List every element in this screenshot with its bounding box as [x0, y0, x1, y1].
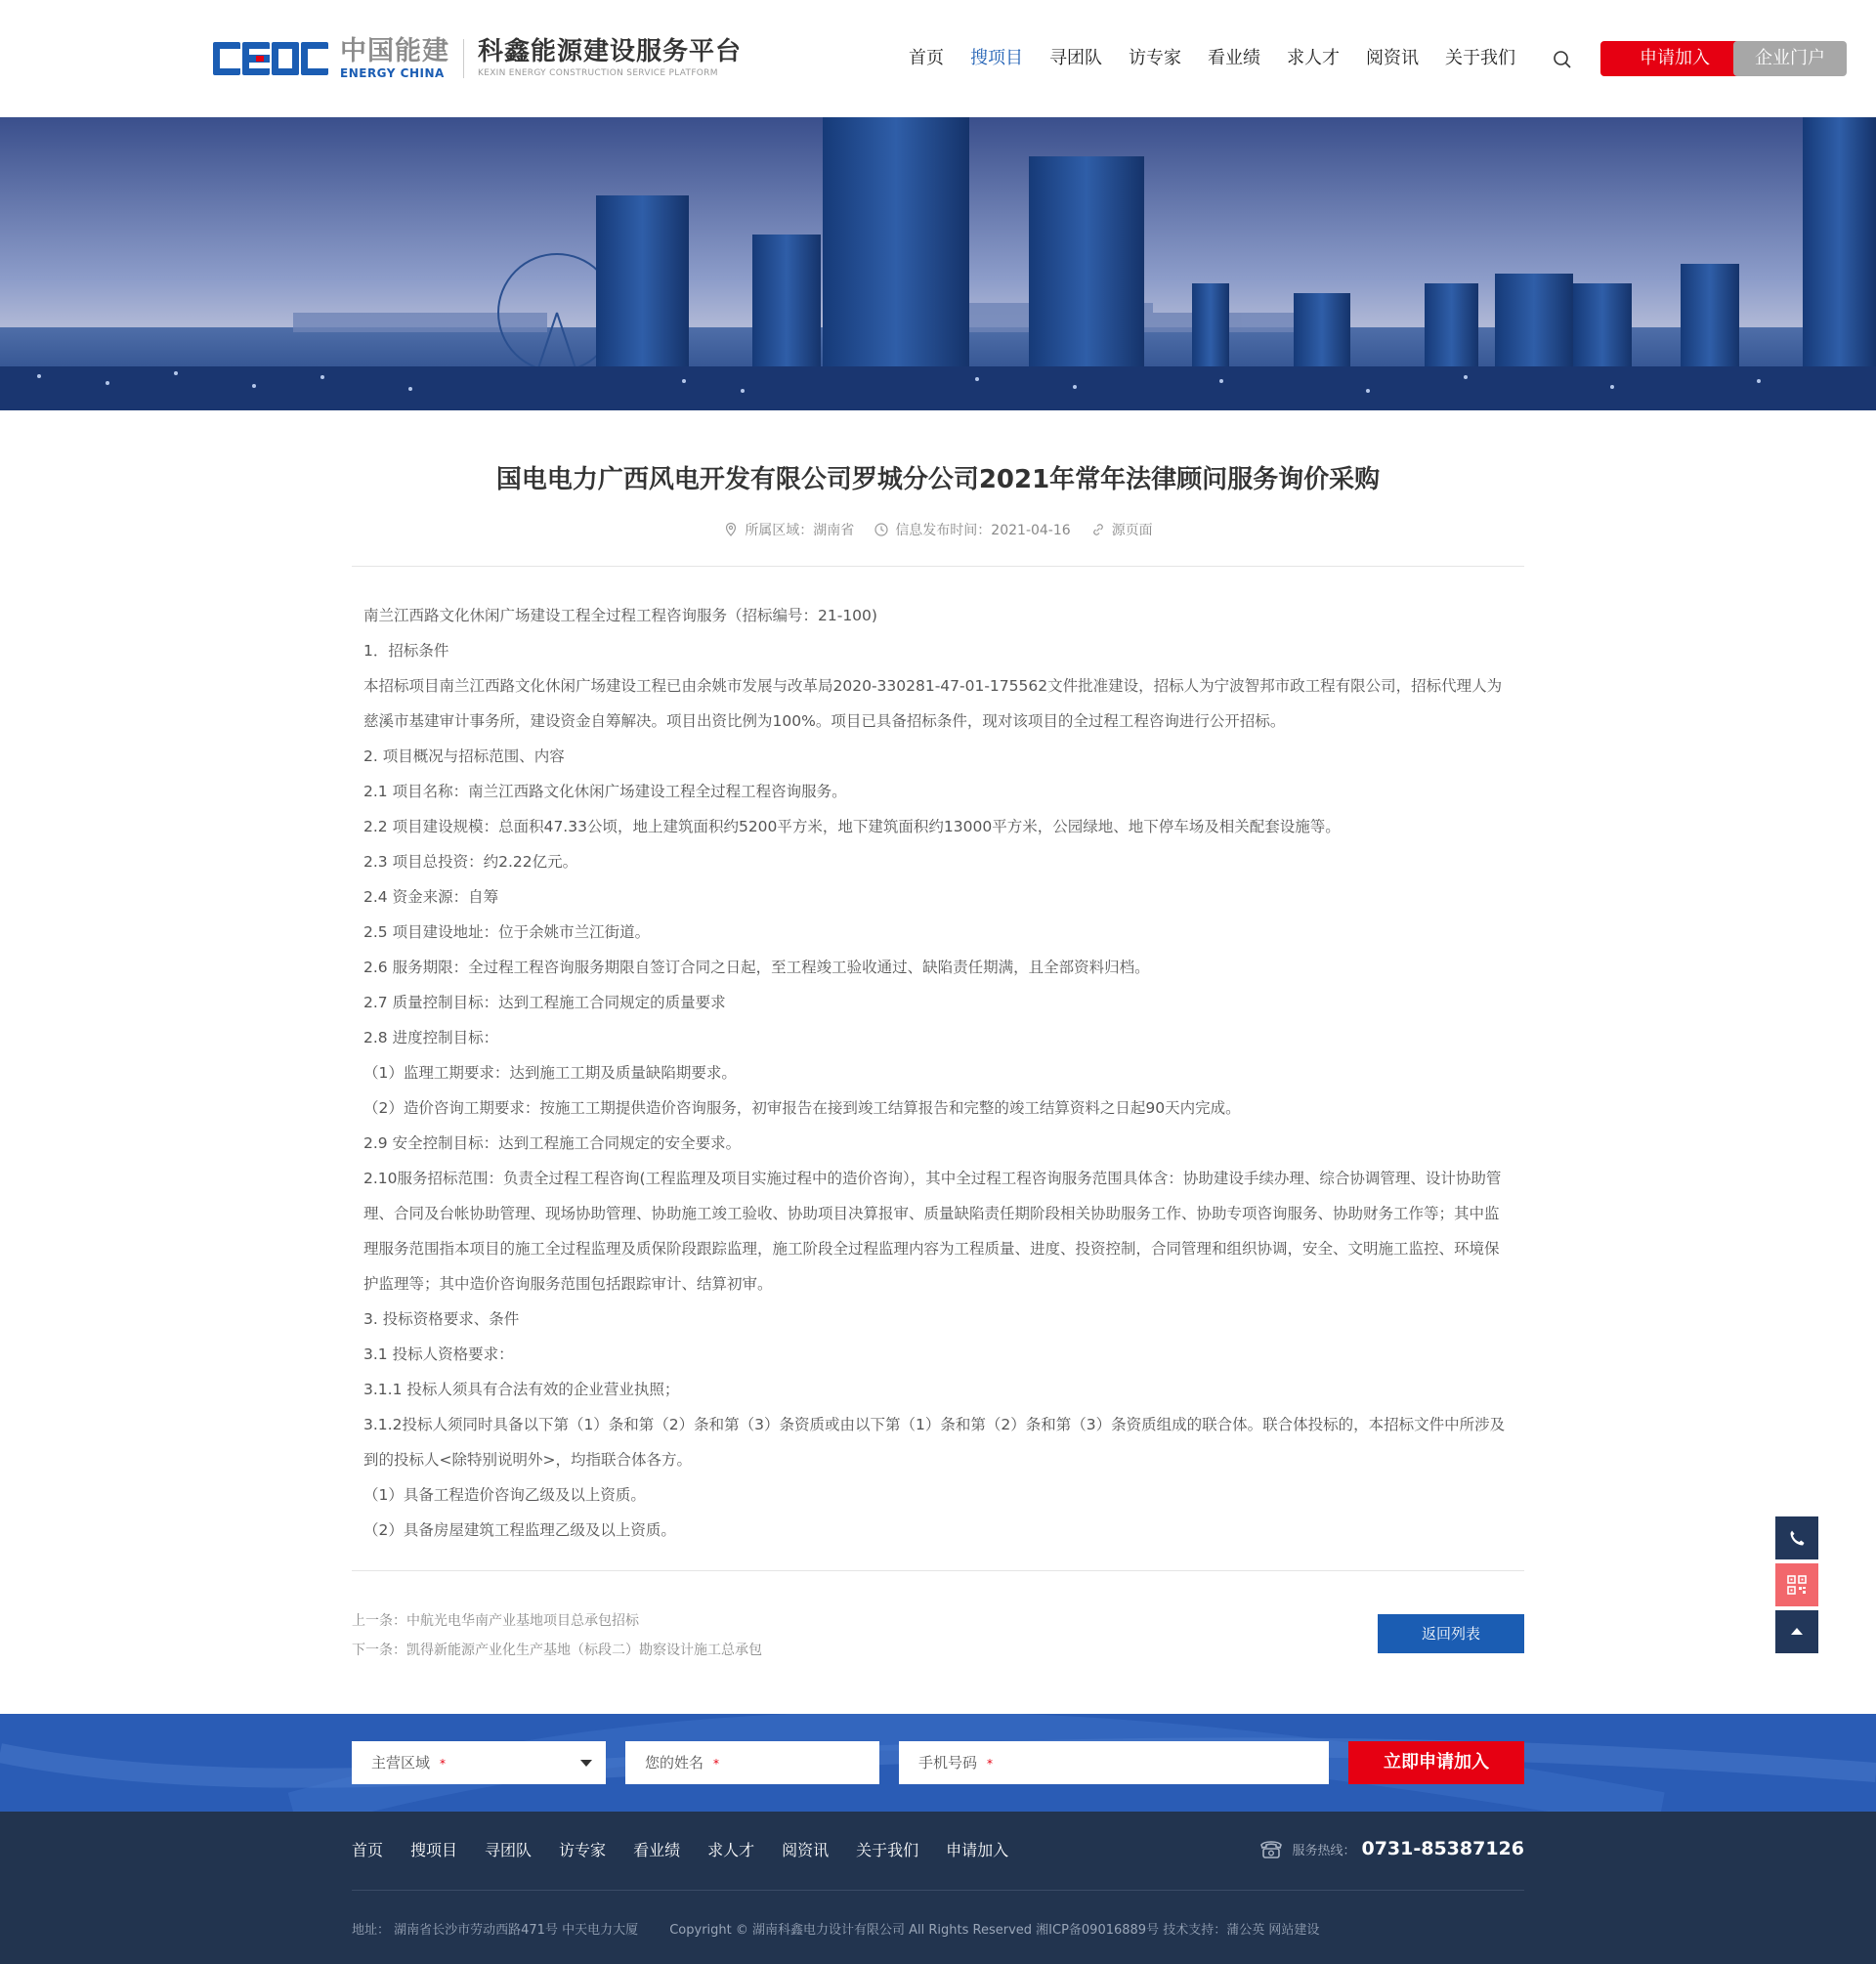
phone-input-placeholder: 手机号码	[918, 1754, 978, 1772]
clock-icon	[874, 522, 889, 537]
apply-join-form	[0, 1714, 1876, 1812]
logo-name-cn: 中国能建	[340, 36, 449, 66]
back-to-list-button[interactable]: 返回列表	[1378, 1614, 1524, 1653]
nav-performance[interactable]: 看业绩	[1208, 48, 1260, 68]
required-mark: *	[440, 1757, 447, 1771]
body-paragraph: 2.6 服务期限：全过程工程咨询服务期限自签订合同之日起，至工程竣工验收通过、缺陷责任期满，且全部资料归档。	[363, 959, 1150, 976]
prev-next-nav	[352, 1606, 762, 1665]
body-paragraph: （1）具备工程造价咨询乙级及以上资质。	[363, 1486, 646, 1504]
required-mark: *	[713, 1757, 720, 1771]
logo-name-en: ENERGY CHINA	[340, 66, 445, 80]
nav-home[interactable]: 首页	[909, 48, 944, 68]
search-icon[interactable]	[1552, 49, 1573, 70]
logo-divider	[463, 39, 464, 78]
nav-search-projects[interactable]: 搜项目	[970, 48, 1023, 68]
region-select-placeholder: 主营区域	[371, 1754, 431, 1772]
body-paragraph: 3. 投标资格要求、条件	[363, 1310, 520, 1328]
body-paragraph: 2.8 进度控制目标：	[363, 1029, 499, 1046]
name-input-placeholder: 您的姓名	[645, 1754, 704, 1772]
float-phone-button[interactable]	[1775, 1516, 1818, 1559]
body-paragraph: 3.1 投标人资格要求：	[363, 1345, 514, 1363]
hotline-label: 服务热线：	[1292, 1843, 1356, 1858]
article-body	[363, 598, 1513, 1548]
arrow-up-icon	[1789, 1626, 1805, 1638]
body-paragraph: 2.4 资金来源：自筹	[363, 888, 499, 906]
logo-platform	[478, 37, 742, 80]
hero-banner	[0, 117, 1876, 410]
footer-nav-apply[interactable]: 申请加入	[946, 1841, 1009, 1859]
body-paragraph: 2.10服务招标范围：负责全过程工程咨询(工程监理及项目实施过程中的造价咨询），其中全过程工程咨询服务范围具体含：协助建设手续办理、综合协调管理、设计协助管理、合同及台帐协助管理、现场协助管理、协助施工竣工验收、协助项目决算报审、质量缺陷责任期阶段相关协助服务工作、协助专项咨询服务、协助财务工作等；其中监理服务范围指本项目的施工全过程监理及质保阶段跟踪监理，施工阶段全过程监理内容为工程质量、进度、投资控制，合同管理和组织协调，安全、文明施工监控、环境保护监理等；其中造价咨询服务范围包括跟踪审计、结算初审。	[363, 1170, 1502, 1293]
submit-apply-button[interactable]: 立即申请加入	[1348, 1741, 1524, 1784]
qrcode-icon	[1786, 1574, 1808, 1596]
footer-nav-talent[interactable]: 求人才	[707, 1841, 755, 1859]
footer-nav-search-projects[interactable]: 搜项目	[410, 1841, 458, 1859]
meta-region	[723, 520, 854, 539]
site-logo[interactable]	[213, 35, 742, 82]
platform-name-cn: 科鑫能源建设服务平台	[478, 37, 743, 66]
body-paragraph: （2）造价咨询工期要求：按施工工期提供造价咨询服务，初审报告在接到竣工结算报告和完整的竣工结算资料之日起90天内完成。	[363, 1099, 1241, 1117]
footer-info	[352, 1919, 1346, 1938]
content-divider-top	[352, 566, 1524, 567]
footer-nav-performance[interactable]: 看业绩	[633, 1841, 681, 1859]
apply-join-button[interactable]: 申请加入	[1600, 41, 1749, 76]
required-mark: *	[987, 1757, 994, 1771]
hotline-number: 0731-85387126	[1361, 1838, 1524, 1859]
phone-icon	[1787, 1528, 1807, 1548]
site-footer	[0, 1812, 1876, 1964]
nav-find-team[interactable]: 寻团队	[1049, 48, 1102, 68]
footer-address: 地址： 湖南省长沙市劳动西路471号 中天电力大厦	[352, 1923, 639, 1938]
body-paragraph: （1）监理工期要求：达到施工工期及质量缺陷期要求。	[363, 1064, 737, 1082]
back-to-top-button[interactable]	[1775, 1610, 1818, 1653]
article-title: 国电电力广西风电开发有限公司罗城分公司2021年常年法律顾问服务询价采购	[495, 465, 1381, 494]
article-meta	[352, 520, 1524, 539]
body-paragraph: 3.1.1 投标人须具有合法有效的企业营业执照；	[363, 1381, 680, 1398]
footer-copyright: Copyright © 湖南科鑫电力设计有限公司 All Rights Reserved 湘ICP备09016889号 技术支持：蒲公英 网站建设	[669, 1923, 1320, 1938]
body-paragraph: 2.9 安全控制目标：达到工程施工合同规定的安全要求。	[363, 1134, 742, 1152]
meta-source-link[interactable]	[1090, 520, 1153, 539]
nav-news[interactable]: 阅资讯	[1366, 48, 1419, 68]
dropdown-caret-icon	[580, 1760, 592, 1767]
city-skyline-image	[0, 117, 1876, 410]
footer-divider	[352, 1890, 1524, 1891]
region-select[interactable]	[352, 1741, 606, 1784]
location-icon	[723, 522, 739, 537]
nav-talent[interactable]: 求人才	[1287, 48, 1340, 68]
meta-date-text: 信息发布时间：2021-04-16	[895, 523, 1071, 538]
service-hotline	[1258, 1837, 1524, 1860]
footer-nav-news[interactable]: 阅资讯	[782, 1841, 830, 1859]
body-paragraph: 3.1.2投标人须同时具备以下第（1）条和第（2）条和第（3）条资质或由以下第（1）条和第（2）条和第（3）条资质组成的联合体。联合体投标的，本招标文件中所涉及到的投标人<除特别说明外>，均指联合体各方。	[363, 1416, 1506, 1469]
footer-nav	[352, 1839, 1036, 1862]
site-header	[0, 0, 1876, 117]
nav-experts[interactable]: 访专家	[1129, 48, 1181, 68]
body-paragraph: 1．招标条件	[363, 642, 449, 660]
meta-date	[874, 520, 1070, 539]
prev-article-link[interactable]: 上一条：中航光电华南产业基地项目总承包招标	[352, 1613, 639, 1629]
platform-name-en: KEXIN ENERGY CONSTRUCTION SERVICE PLATFORM	[478, 68, 718, 78]
meta-source-text: 源页面	[1111, 523, 1153, 538]
name-input[interactable]	[625, 1741, 879, 1784]
footer-nav-experts[interactable]: 访专家	[559, 1841, 607, 1859]
nav-about[interactable]: 关于我们	[1445, 48, 1515, 68]
footer-nav-find-team[interactable]: 寻团队	[485, 1841, 533, 1859]
body-paragraph: 本招标项目南兰江西路文化休闲广场建设工程已由余姚市发展与改革局2020-330281-47-01-175562文件批准建设，招标人为宁波智邦市政工程有限公司，招标代理人为慈溪市基建审计事务所，建设资金自筹解决。项目出资比例为100%。项目已具备招标条件，现对该项目的全过程工程咨询进行公开招标。	[363, 677, 1503, 730]
body-paragraph: 2.5 项目建设地址：位于余姚市兰江街道。	[363, 923, 651, 941]
link-icon	[1090, 522, 1106, 537]
body-paragraph: 2. 项目概况与招标范围、内容	[363, 747, 565, 765]
body-paragraph: 2.2 项目建设规模：总面积47.33公顷，地上建筑面积约5200平方米，地下建筑面积约13000平方米，公园绿地、地下停车场及相关配套设施等。	[363, 818, 1341, 835]
next-article-link[interactable]: 下一条：凯得新能源产业化生产基地（标段二）勘察设计施工总承包	[352, 1643, 762, 1658]
telephone-icon	[1258, 1837, 1284, 1860]
footer-nav-home[interactable]: 首页	[352, 1841, 384, 1859]
body-paragraph: 2.3 项目总投资：约2.22亿元。	[363, 853, 578, 871]
body-paragraph: （2）具备房屋建筑工程监理乙级及以上资质。	[363, 1521, 676, 1539]
logo-energy-china	[340, 37, 449, 80]
enterprise-portal-button[interactable]: 企业门户	[1733, 41, 1847, 76]
phone-input[interactable]	[899, 1741, 1329, 1784]
meta-region-text: 所属区域：湖南省	[745, 523, 855, 538]
body-paragraph: 南兰江西路文化休闲广场建设工程全过程工程咨询服务（招标编号：21-100)	[363, 607, 877, 624]
body-paragraph: 2.1 项目名称：南兰江西路文化休闲广场建设工程全过程工程咨询服务。	[363, 783, 847, 800]
float-qrcode-button[interactable]	[1775, 1563, 1818, 1606]
content-divider-bottom	[352, 1570, 1524, 1571]
main-nav	[909, 41, 1542, 76]
body-paragraph: 2.7 质量控制目标：达到工程施工合同规定的质量要求	[363, 994, 726, 1011]
footer-nav-about[interactable]: 关于我们	[856, 1841, 919, 1859]
ceec-logo-icon	[213, 38, 328, 79]
